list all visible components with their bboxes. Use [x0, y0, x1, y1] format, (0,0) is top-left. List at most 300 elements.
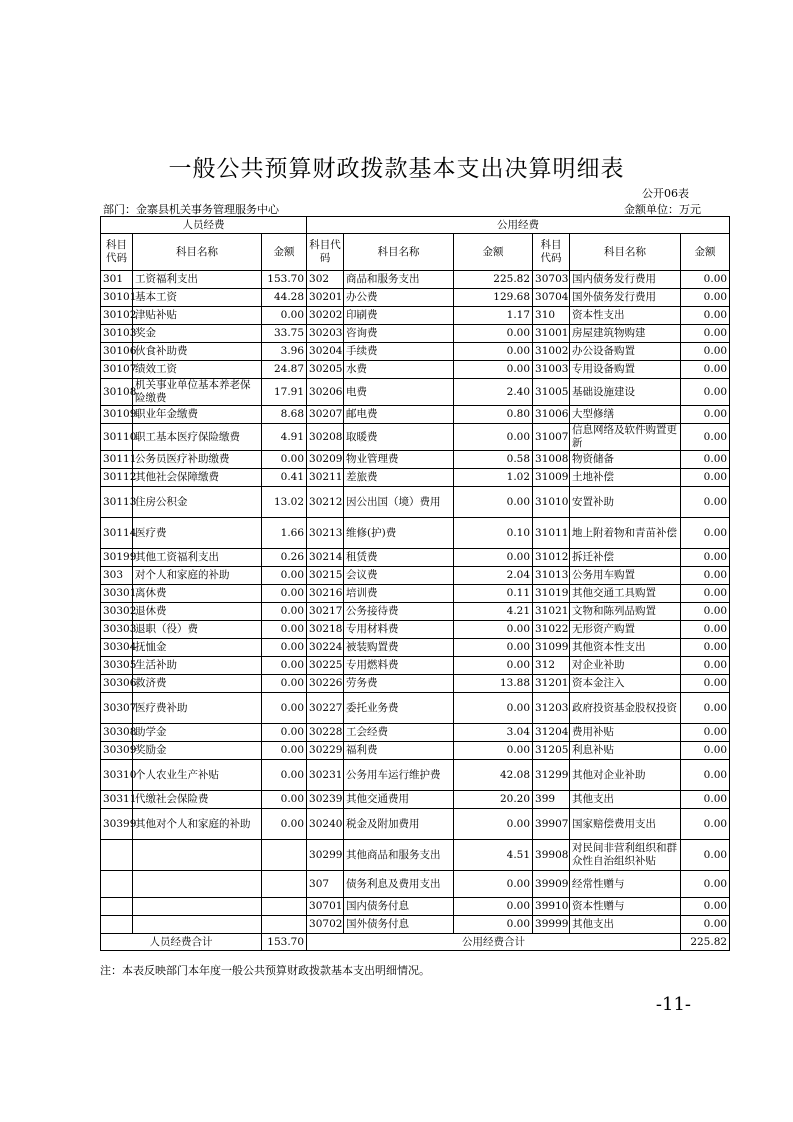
cell-amount: 0.00	[681, 549, 730, 567]
cell-name: 会议费	[344, 567, 454, 585]
cell-name: 资本性支出	[570, 307, 681, 325]
cell-amount: 0.00	[681, 487, 730, 518]
cell-amount: 0.00	[681, 585, 730, 603]
table-row	[101, 469, 730, 487]
cell-name: 专用材料费	[344, 621, 454, 639]
cell-code: 31013	[533, 567, 570, 585]
cell-amount: 0.00	[681, 325, 730, 343]
cell-name: 其他交通工具购置	[570, 585, 681, 603]
cell-name	[133, 871, 262, 898]
table-row	[101, 424, 730, 451]
table-row	[101, 585, 730, 603]
cell-amount: 20.20	[454, 791, 533, 809]
cell-name: 其他工资福利支出	[133, 549, 262, 567]
table-row	[101, 621, 730, 639]
table-row	[101, 639, 730, 657]
cell-code: 30239	[307, 791, 344, 809]
cell-code: 30704	[533, 289, 570, 307]
cell-name: 安置补助	[570, 487, 681, 518]
cell-code: 30215	[307, 567, 344, 585]
cell-amount: 3.96	[262, 343, 307, 361]
cell-name: 伙食补助费	[133, 343, 262, 361]
cell-amount: 0.00	[454, 871, 533, 898]
cell-name: 办公费	[344, 289, 454, 307]
cell-code: 30110	[101, 424, 133, 451]
cell-code: 30305	[101, 657, 133, 675]
cell-amount: 0.11	[454, 585, 533, 603]
table-row	[101, 379, 730, 406]
cell-code: 30216	[307, 585, 344, 603]
cell-amount: 0.00	[681, 791, 730, 809]
cell-name: 专用设备购置	[570, 361, 681, 379]
cell-name: 对企业补助	[570, 657, 681, 675]
cell-name: 取暖费	[344, 424, 454, 451]
cell-name: 文物和陈列品购置	[570, 603, 681, 621]
cell-code: 31005	[533, 379, 570, 406]
cell-amount: 0.00	[262, 791, 307, 809]
cell-name: 因公出国（境）费用	[344, 487, 454, 518]
personnel-total-value: 153.70	[262, 934, 307, 951]
cell-amount: 0.00	[681, 406, 730, 424]
cell-amount: 0.00	[454, 621, 533, 639]
cell-code: 31007	[533, 424, 570, 451]
header-amount: 金额	[262, 234, 307, 271]
cell-amount: 0.00	[454, 809, 533, 840]
cell-name: 政府投资基金股权投资	[570, 693, 681, 724]
cell-amount: 0.00	[454, 487, 533, 518]
cell-amount: 0.00	[262, 621, 307, 639]
cell-code: 302	[307, 271, 344, 289]
cell-amount	[262, 871, 307, 898]
unit-label: 金额单位：万元	[624, 203, 701, 216]
cell-amount: 0.00	[454, 343, 533, 361]
cell-amount: 13.88	[454, 675, 533, 693]
cell-name: 差旅费	[344, 469, 454, 487]
cell-name: 资本性赠与	[570, 898, 681, 916]
cell-code: 30218	[307, 621, 344, 639]
cell-amount: 0.00	[681, 809, 730, 840]
cell-amount: 4.51	[454, 840, 533, 871]
cell-code: 31099	[533, 639, 570, 657]
cell-amount: 0.00	[681, 916, 730, 934]
cell-name: 地上附着物和青苗补偿	[570, 518, 681, 549]
cell-amount: 24.87	[262, 361, 307, 379]
cell-name: 医疗费补助	[133, 693, 262, 724]
cell-code: 30231	[307, 760, 344, 791]
cell-name: 土地补偿	[570, 469, 681, 487]
cell-name: 住房公积金	[133, 487, 262, 518]
cell-name: 医疗费	[133, 518, 262, 549]
cell-code: 30303	[101, 621, 133, 639]
cell-amount: 17.91	[262, 379, 307, 406]
footnote: 注：本表反映部门本年度一般公共预算财政拨款基本支出明细情况。	[100, 964, 430, 977]
cell-name: 利息补贴	[570, 742, 681, 760]
cell-amount: 4.21	[454, 603, 533, 621]
public-total-value: 225.82	[681, 934, 730, 951]
cell-name: 邮电费	[344, 406, 454, 424]
table-row	[101, 307, 730, 325]
header-name: 科目名称	[133, 234, 262, 271]
cell-code: 31012	[533, 549, 570, 567]
cell-name: 无形资产购置	[570, 621, 681, 639]
table-row	[101, 451, 730, 469]
table-row	[101, 809, 730, 840]
cell-name: 委托业务费	[344, 693, 454, 724]
cell-code: 30106	[101, 343, 133, 361]
cell-name: 租赁费	[344, 549, 454, 567]
table-row	[101, 343, 730, 361]
table-row	[101, 325, 730, 343]
cell-name: 其他商品和服务支出	[344, 840, 454, 871]
cell-code: 30199	[101, 549, 133, 567]
cell-name: 其他对企业补助	[570, 760, 681, 791]
cell-name: 基础设施建设	[570, 379, 681, 406]
cell-name	[133, 898, 262, 916]
cell-code: 30209	[307, 451, 344, 469]
cell-code: 31299	[533, 760, 570, 791]
cell-amount: 13.02	[262, 487, 307, 518]
cell-code: 30201	[307, 289, 344, 307]
cell-code: 310	[533, 307, 570, 325]
cell-code: 39907	[533, 809, 570, 840]
cell-name: 离休费	[133, 585, 262, 603]
department-label: 部门：金寨县机关事务管理服务中心	[103, 203, 279, 216]
cell-amount: 0.26	[262, 549, 307, 567]
cell-name: 公务用车购置	[570, 567, 681, 585]
cell-code: 31205	[533, 742, 570, 760]
cell-amount: 0.00	[681, 518, 730, 549]
cell-code: 31001	[533, 325, 570, 343]
cell-code	[101, 916, 133, 934]
cell-name: 专用燃料费	[344, 657, 454, 675]
cell-name: 职工基本医疗保险缴费	[133, 424, 262, 451]
cell-code: 30311	[101, 791, 133, 809]
cell-amount: 0.00	[454, 742, 533, 760]
cell-name: 手续费	[344, 343, 454, 361]
cell-name: 对民间非营利组织和群众性自治组织补贴	[570, 840, 681, 871]
cell-code: 30229	[307, 742, 344, 760]
cell-amount: 0.00	[681, 469, 730, 487]
cell-code: 31011	[533, 518, 570, 549]
cell-name: 房屋建筑物购建	[570, 325, 681, 343]
table-row	[101, 289, 730, 307]
cell-amount: 1.02	[454, 469, 533, 487]
cell-code: 30308	[101, 724, 133, 742]
cell-code: 399	[533, 791, 570, 809]
cell-amount: 0.00	[681, 567, 730, 585]
table-row	[101, 675, 730, 693]
cell-name: 国外债务发行费用	[570, 289, 681, 307]
cell-code: 30225	[307, 657, 344, 675]
table-row	[101, 487, 730, 518]
cell-name: 债务利息及费用支出	[344, 871, 454, 898]
cell-name: 被装购置费	[344, 639, 454, 657]
cell-name: 税金及附加费用	[344, 809, 454, 840]
cell-amount: 0.00	[681, 307, 730, 325]
cell-name: 水费	[344, 361, 454, 379]
table-row	[101, 916, 730, 934]
cell-amount: 0.00	[454, 549, 533, 567]
cell-amount: 0.00	[454, 898, 533, 916]
cell-name: 奖金	[133, 325, 262, 343]
group-header-public: 公用经费	[307, 217, 730, 234]
cell-name: 其他交通费用	[344, 791, 454, 809]
cell-name: 津贴补贴	[133, 307, 262, 325]
cell-name: 维修(护)费	[344, 518, 454, 549]
cell-amount: 0.00	[681, 675, 730, 693]
cell-code: 31022	[533, 621, 570, 639]
cell-name	[133, 916, 262, 934]
cell-code: 30206	[307, 379, 344, 406]
cell-amount: 0.00	[681, 379, 730, 406]
cell-name: 印刷费	[344, 307, 454, 325]
cell-name: 商品和服务支出	[344, 271, 454, 289]
cell-code	[101, 840, 133, 871]
cell-amount: 2.40	[454, 379, 533, 406]
table-row	[101, 724, 730, 742]
cell-name: 费用补贴	[570, 724, 681, 742]
cell-amount: 0.00	[681, 657, 730, 675]
cell-name: 工资福利支出	[133, 271, 262, 289]
cell-code: 307	[307, 871, 344, 898]
cell-amount: 8.68	[262, 406, 307, 424]
cell-name: 公务用车运行维护费	[344, 760, 454, 791]
cell-amount: 42.08	[454, 760, 533, 791]
cell-code: 39910	[533, 898, 570, 916]
cell-code: 30109	[101, 406, 133, 424]
cell-amount: 0.58	[454, 451, 533, 469]
cell-code: 31010	[533, 487, 570, 518]
cell-amount: 0.00	[262, 603, 307, 621]
cell-name: 电费	[344, 379, 454, 406]
cell-amount: 2.04	[454, 567, 533, 585]
cell-name: 国外债务付息	[344, 916, 454, 934]
cell-code: 30701	[307, 898, 344, 916]
cell-amount: 225.82	[454, 271, 533, 289]
page-number: -11-	[655, 994, 691, 1015]
cell-code: 30226	[307, 675, 344, 693]
cell-name: 其他对个人和家庭的补助	[133, 809, 262, 840]
cell-amount: 0.00	[262, 639, 307, 657]
cell-amount: 0.00	[681, 639, 730, 657]
table-row	[101, 361, 730, 379]
cell-amount: 0.00	[454, 361, 533, 379]
cell-name: 国内债务发行费用	[570, 271, 681, 289]
cell-code: 30211	[307, 469, 344, 487]
cell-name: 抚恤金	[133, 639, 262, 657]
cell-name: 基本工资	[133, 289, 262, 307]
cell-code: 30207	[307, 406, 344, 424]
cell-amount: 0.00	[681, 271, 730, 289]
cell-amount: 0.00	[681, 451, 730, 469]
cell-code: 30227	[307, 693, 344, 724]
cell-amount: 0.00	[681, 343, 730, 361]
cell-amount: 0.00	[454, 639, 533, 657]
cell-amount: 0.00	[454, 325, 533, 343]
cell-code: 31006	[533, 406, 570, 424]
cell-amount: 0.80	[454, 406, 533, 424]
cell-code: 30102	[101, 307, 133, 325]
cell-amount: 0.00	[262, 675, 307, 693]
group-header-personnel: 人员经费	[101, 217, 307, 234]
cell-amount: 0.00	[681, 361, 730, 379]
cell-code: 31019	[533, 585, 570, 603]
personnel-total-label: 人员经费合计	[101, 934, 262, 951]
cell-amount: 0.00	[262, 307, 307, 325]
cell-amount: 0.00	[262, 724, 307, 742]
header-code: 科目 代码	[533, 234, 570, 271]
cell-amount: 1.66	[262, 518, 307, 549]
cell-name: 工会经费	[344, 724, 454, 742]
cell-amount: 0.00	[262, 809, 307, 840]
cell-name: 退职（役）费	[133, 621, 262, 639]
cell-amount: 44.28	[262, 289, 307, 307]
header-code: 科目 代码	[101, 234, 133, 271]
cell-code: 30703	[533, 271, 570, 289]
cell-code: 39999	[533, 916, 570, 934]
cell-code: 30307	[101, 693, 133, 724]
cell-name: 生活补助	[133, 657, 262, 675]
cell-code: 31203	[533, 693, 570, 724]
cell-code: 39908	[533, 840, 570, 871]
table-row	[101, 549, 730, 567]
cell-name: 其他支出	[570, 916, 681, 934]
cell-amount: 4.91	[262, 424, 307, 451]
cell-code: 30203	[307, 325, 344, 343]
header-amount: 金额	[454, 234, 533, 271]
cell-amount: 0.00	[262, 585, 307, 603]
table-row	[101, 742, 730, 760]
cell-name: 奖励金	[133, 742, 262, 760]
cell-amount: 0.00	[262, 451, 307, 469]
cell-code: 30304	[101, 639, 133, 657]
cell-code: 30213	[307, 518, 344, 549]
table-row	[101, 693, 730, 724]
cell-name: 对个人和家庭的补助	[133, 567, 262, 585]
cell-code: 30240	[307, 809, 344, 840]
cell-amount: 0.00	[681, 289, 730, 307]
table-row	[101, 791, 730, 809]
cell-code	[101, 898, 133, 916]
cell-amount: 0.00	[454, 657, 533, 675]
cell-code: 30205	[307, 361, 344, 379]
cell-name: 国内债务付息	[344, 898, 454, 916]
cell-amount: 0.00	[262, 760, 307, 791]
cell-code: 30306	[101, 675, 133, 693]
cell-name: 物资储备	[570, 451, 681, 469]
cell-amount: 0.00	[262, 693, 307, 724]
cell-amount: 129.68	[454, 289, 533, 307]
cell-amount: 0.00	[681, 693, 730, 724]
cell-code: 31009	[533, 469, 570, 487]
cell-name: 经常性赠与	[570, 871, 681, 898]
cell-code	[101, 871, 133, 898]
cell-code: 30302	[101, 603, 133, 621]
cell-amount: 0.00	[454, 916, 533, 934]
cell-code: 30204	[307, 343, 344, 361]
header-amount: 金额	[681, 234, 730, 271]
table-row	[101, 657, 730, 675]
table-row	[101, 406, 730, 424]
table-row	[101, 603, 730, 621]
cell-name: 绩效工资	[133, 361, 262, 379]
cell-amount: 0.00	[681, 898, 730, 916]
cell-amount: 3.04	[454, 724, 533, 742]
table-row	[101, 871, 730, 898]
cell-amount: 0.00	[454, 424, 533, 451]
table-row	[101, 760, 730, 791]
cell-code: 31021	[533, 603, 570, 621]
cell-code: 31003	[533, 361, 570, 379]
cell-code: 30301	[101, 585, 133, 603]
cell-name: 公务接待费	[344, 603, 454, 621]
cell-amount: 0.00	[681, 603, 730, 621]
cell-name: 物业管理费	[344, 451, 454, 469]
cell-amount	[262, 916, 307, 934]
cell-code: 30212	[307, 487, 344, 518]
table-row	[101, 567, 730, 585]
cell-code: 30702	[307, 916, 344, 934]
cell-name: 其他资本性支出	[570, 639, 681, 657]
cell-code: 30112	[101, 469, 133, 487]
cell-name: 拆迁补偿	[570, 549, 681, 567]
header-name: 科目名称	[570, 234, 681, 271]
cell-amount: 0.10	[454, 518, 533, 549]
cell-code: 312	[533, 657, 570, 675]
table-code: 公开06表	[642, 187, 689, 200]
cell-amount: 153.70	[262, 271, 307, 289]
cell-code: 30217	[307, 603, 344, 621]
table-row	[101, 271, 730, 289]
cell-code: 30228	[307, 724, 344, 742]
cell-amount: 0.00	[681, 871, 730, 898]
cell-code: 303	[101, 567, 133, 585]
cell-name: 退休费	[133, 603, 262, 621]
cell-name: 职业年金缴费	[133, 406, 262, 424]
cell-code: 31002	[533, 343, 570, 361]
cell-code: 30310	[101, 760, 133, 791]
cell-code: 30101	[101, 289, 133, 307]
cell-name: 咨询费	[344, 325, 454, 343]
cell-code: 30399	[101, 809, 133, 840]
cell-amount: 0.00	[681, 760, 730, 791]
cell-code: 31201	[533, 675, 570, 693]
cell-code: 31008	[533, 451, 570, 469]
table-row	[101, 898, 730, 916]
table-row	[101, 518, 730, 549]
cell-code: 301	[101, 271, 133, 289]
cell-name: 资本金注入	[570, 675, 681, 693]
cell-amount: 0.00	[681, 621, 730, 639]
cell-amount: 0.00	[262, 742, 307, 760]
cell-name: 国家赔偿费用支出	[570, 809, 681, 840]
cell-amount: 1.17	[454, 307, 533, 325]
cell-code: 30107	[101, 361, 133, 379]
cell-name: 劳务费	[344, 675, 454, 693]
cell-code: 30202	[307, 307, 344, 325]
cell-code: 30108	[101, 379, 133, 406]
cell-amount: 0.00	[681, 742, 730, 760]
cell-code: 30113	[101, 487, 133, 518]
cell-amount: 0.00	[681, 724, 730, 742]
cell-amount: 0.41	[262, 469, 307, 487]
header-code: 科目代 码	[307, 234, 344, 271]
cell-code: 30309	[101, 742, 133, 760]
cell-code: 31204	[533, 724, 570, 742]
header-name: 科目名称	[344, 234, 454, 271]
cell-amount: 0.00	[262, 567, 307, 585]
cell-code: 30114	[101, 518, 133, 549]
